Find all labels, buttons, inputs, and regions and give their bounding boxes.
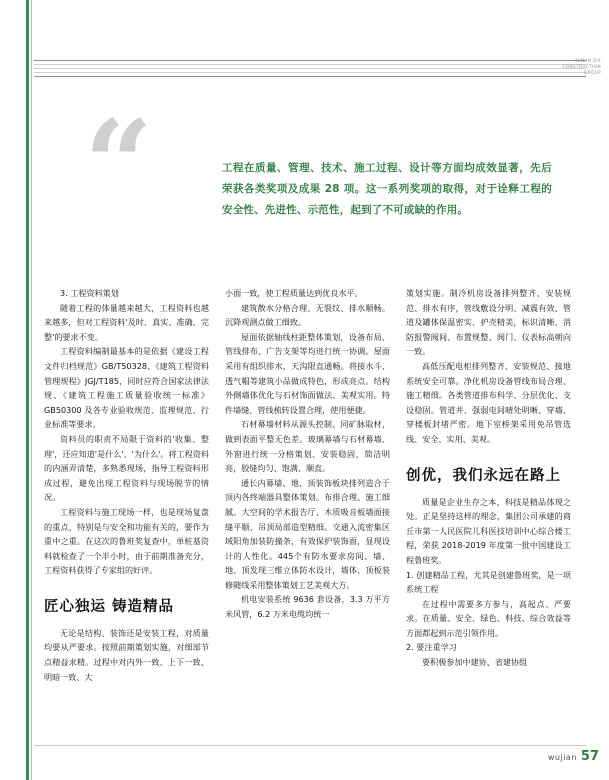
body-columns [44, 286, 572, 736]
brand-line-2: CONSTRUCTION [562, 64, 601, 69]
body-paragraph: 资料员的职责不局限于资料的'收集、整理'，还应知道'是什么'、'为什么'。将工程资料的内涵弄清楚，多熟悉现场，指导工程资料形成过程，避免出现工程资料与现场脱节的情况。 [44, 433, 209, 503]
body-paragraph: 3. 工程资料策划 [60, 288, 119, 298]
body-paragraph: 机电安装系统 9636 套设备，3.3 万平方米风管，6.2 万米电缆均统一 [225, 594, 390, 620]
page-footer [548, 749, 599, 764]
body-paragraph: 质量是企业生存之本，科技是精品体现之处。正是坚持这样的理念，集团公司承建的商丘市第一人民医院儿科医技培训中心综合楼工程，荣获 2018-2019 年度第一批中国建设工程鲁班奖。 [406, 496, 571, 565]
body-paragraph: 建筑散水分格合理、无裂纹、排水顺畅。沉降观测点做工细致。 [225, 302, 390, 328]
footer-divider [34, 745, 586, 746]
quotation-mark-icon: “ [84, 94, 154, 235]
body-paragraph: 要积极参加中建协、省建协组 [422, 657, 528, 668]
brand-mark [563, 58, 602, 76]
body-paragraph: 1. 创建精品工程，尤其是创建鲁班奖，是一项系统工程 [406, 569, 571, 595]
brand-line-3: GROUP [583, 70, 601, 75]
column-2 [225, 286, 390, 736]
footer-label: wujian [547, 753, 577, 762]
body-paragraph: 高低压配电柜排列整齐、安装规范、接地系统安全可靠。净化机房设备管线布局合理、施工精细。各类管道排布科学、分层优化、支设稳固。管道井、强弱电间晴处明晰、穿墙、穿楼板封堵严密。地下室桥架采用免吊管选线、安全、实用、美观。 [406, 360, 571, 444]
body-paragraph: 屋面依据轴线柱距整体策划，设备布局、管线排布、广告支架等均进行统一协调。屋面采用有组织排水，天沟限直通畅。将接水斗、透气帽等建筑小品做成特色，形成亮点。结构外侧墙体优化与石材饰面做法、美观实用。特件墙缝、管线梳转设置合理，使用便捷。 [225, 331, 390, 415]
body-paragraph: 随着工程的体量越来越大，工程资料也越来越多，但对工程资料'及时、真实、准确、完整'的要求不变。 [44, 302, 209, 342]
section-heading: 匠心独运 铸造精品 [44, 598, 175, 615]
body-paragraph: 无论是结构、装饰还是安装工程，对质量均要从严要求。按照前期策划实施，对细部节点精益求精。过程中对内外一致、上下一致、明暗一致、大 [44, 627, 209, 682]
body-paragraph: 在过程中需要多方参与，高起点、严要求。在质量、安全、绿色、科技、综合效益等方面都起到示范引领作用。 [406, 598, 571, 638]
column-1 [44, 286, 209, 736]
body-paragraph: 工程资料编制最基本的是依据《建设工程文件归档规范》GB/T50328、《建筑工程资料管理规程》JGJ/T185，同时应符合国家法律法规、《建筑工程施工质量验收统一标准》GB50300 及各专业验收规范、监理规范、行业标准等要求。 [44, 346, 209, 430]
body-paragraph: 工程资料与施工现场一样，也是现场复盘的重点，特别是与安全和功能有关的，要作为重中之重。在这次的鲁班奖复查中，单桩基资料就检查了一个半小时，由于前期准备充分，工程资料获得了专家组的好评。 [44, 506, 209, 576]
body-paragraph: 策划实施。制冷机房设备排列整齐、安装规范、排水有序，管线敷设分明、减震有效、管道及罐体保温密实、护壳精美，标识清晰、消防报警阀间、布置规整、阀门、仪表标高朝向一致。 [406, 288, 571, 357]
pull-quote-text: 工程在质量、管理、技术、施工过程、设计等方面均成效显著，先后荣获各类奖项及成果 28 项。这一系列奖项的取得，对于诠释工程的安全性、先进性、示范性，起到了不可或缺的作用。 [222, 162, 552, 216]
brand-line-1: HUNAN SIX [573, 58, 601, 63]
page-number: 57 [580, 749, 599, 764]
header-rule-band [34, 60, 586, 82]
left-green-rule [26, 0, 29, 780]
left-green-rule-thin [31, 0, 32, 780]
section-heading: 创优，我们永远在路上 [406, 467, 561, 484]
body-paragraph: 石材幕墙材料从源头控制、同矿脉取材，做到表面平整无色差。玻璃幕墙与石材幕墙、外窗进行统一分格策划、安装稳固，简洁明亮，胶缝均匀、饱满、顺直。 [225, 419, 390, 474]
body-paragraph: 2. 要注重学习 [406, 642, 457, 653]
body-paragraph: 小面一致，使工程质量达到优良水平。 [225, 288, 363, 298]
body-paragraph: 通长内幕墙、地、顶装饰板块排列造合于顶内各终端器具整体策划。布排合理、施工细腻。大空间的学术报告厅、木质吸音板墙面接缝平顺、吊顶局部造型精细。交通入流密集区域阳角加装防撞条，有效保护装饰面，显现设计的人性化。445个有防水要求房间、墙、地、顶发现三维立体防水设计，墙体、顶板装修随线采用整体策划工艺美观大方。 [225, 477, 390, 590]
column-3 [406, 286, 571, 736]
pull-quote [222, 158, 552, 221]
